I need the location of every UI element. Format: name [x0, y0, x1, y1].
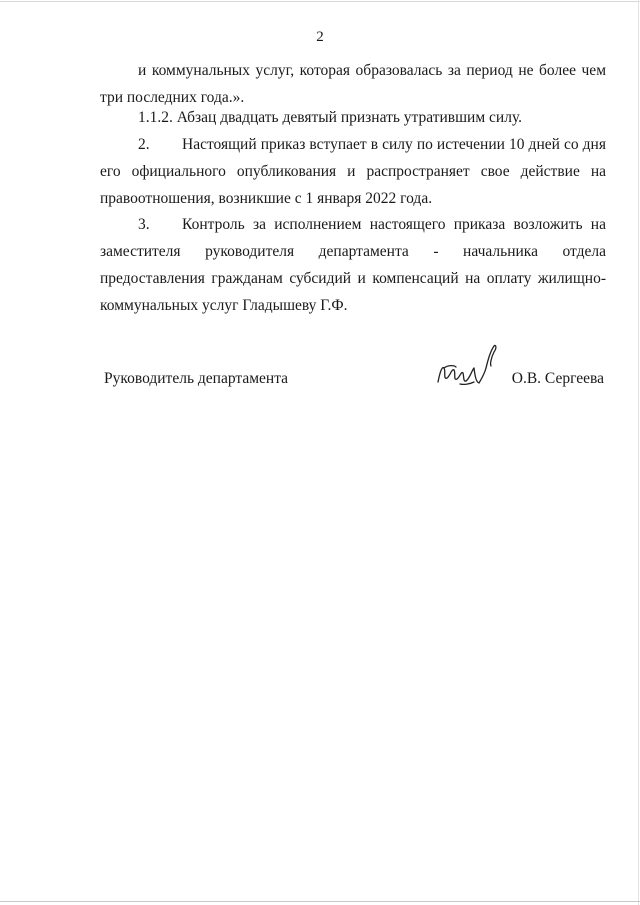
signer-name: О.В. Сергеева	[511, 370, 604, 387]
page-number: 2	[316, 29, 324, 45]
paragraph-1-1-2: 1.1.2. Абзац двадцать девятый признать утратившим силу.	[138, 109, 523, 126]
paragraph-item-2	[100, 131, 606, 212]
scan-edge-right	[638, 0, 639, 905]
item-number: 3.	[138, 216, 150, 233]
signer-position: Руководитель департамента	[104, 370, 289, 387]
item-text: Контроль за исполнением настоящего приказа возложить на заместителя руководителя департамента - начальника отдела предоставления гражданам субсидий и компенсаций на оплату жилищно-коммунальных услуг Гладышеву Г.Ф.	[100, 216, 606, 314]
paragraph-continuation: и коммунальных услуг, которая образовалась за период не более чем три последних года.».	[100, 62, 606, 106]
handwritten-signature	[430, 338, 502, 394]
scan-edge-top	[0, 1, 640, 2]
scan-edge-bottom	[0, 901, 640, 902]
item-number: 2.	[138, 136, 150, 153]
item-text: Настоящий приказ вступает в силу по истечении 10 дней со дня его официального опубликования и распространяет свое действие на правоотношения, возникшие с 1 января 2022 года.	[100, 136, 606, 207]
paragraph-item-3	[100, 211, 606, 319]
